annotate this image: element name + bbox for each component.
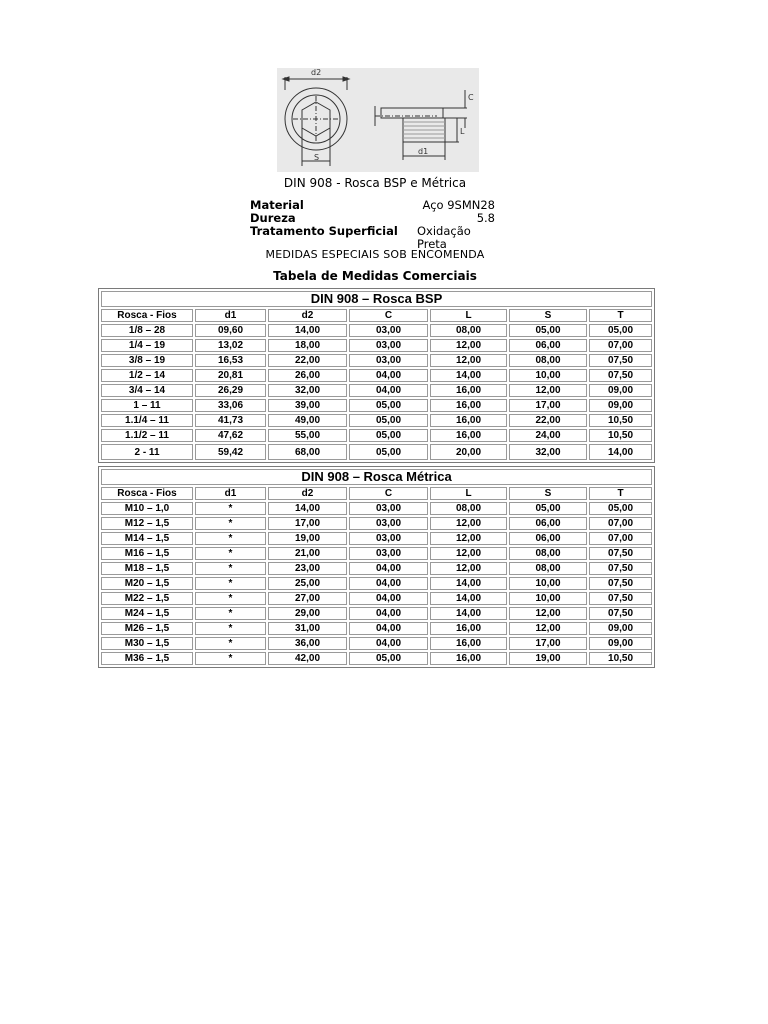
table-row bbox=[101, 502, 652, 515]
table-row bbox=[101, 547, 652, 560]
row-label-cell: 1.1/2 – 11 bbox=[101, 429, 193, 442]
table-cell: 04,00 bbox=[349, 577, 428, 590]
table-cell: 20,00 bbox=[430, 444, 507, 460]
table-cell: 14,00 bbox=[430, 607, 507, 620]
table-cell: 10,00 bbox=[509, 592, 587, 605]
table-cell: 07,50 bbox=[589, 354, 652, 367]
table-cell: 10,00 bbox=[509, 577, 587, 590]
table-cell: 16,00 bbox=[430, 399, 507, 412]
table-cell: * bbox=[195, 577, 266, 590]
table-cell: 10,50 bbox=[589, 652, 652, 665]
table-cell: 03,00 bbox=[349, 502, 428, 515]
spec-key: Material bbox=[250, 198, 304, 212]
table-cell: 09,00 bbox=[589, 622, 652, 635]
table-cell: 07,50 bbox=[589, 592, 652, 605]
table-cell: * bbox=[195, 562, 266, 575]
table-cell: 08,00 bbox=[509, 562, 587, 575]
row-label-cell: 3/8 – 19 bbox=[101, 354, 193, 367]
table-row bbox=[101, 517, 652, 530]
table-row bbox=[101, 384, 652, 397]
table-title: DIN 908 – Rosca BSP bbox=[101, 291, 652, 307]
table-cell: 16,53 bbox=[195, 354, 266, 367]
column-header: Rosca - Fios bbox=[101, 487, 193, 500]
table-cell: 06,00 bbox=[509, 517, 587, 530]
table-cell: 07,50 bbox=[589, 607, 652, 620]
table-cell: 04,00 bbox=[349, 622, 428, 635]
row-label-cell: 1/2 – 14 bbox=[101, 369, 193, 382]
table-cell: 09,00 bbox=[589, 637, 652, 650]
row-label-cell: M16 – 1,5 bbox=[101, 547, 193, 560]
table-cell: 08,00 bbox=[430, 502, 507, 515]
spec-tratamento bbox=[250, 224, 495, 251]
table-row bbox=[101, 414, 652, 427]
label-l: L bbox=[460, 127, 465, 136]
table-cell: 05,00 bbox=[349, 399, 428, 412]
table-cell: 27,00 bbox=[268, 592, 347, 605]
table-cell: 14,00 bbox=[430, 369, 507, 382]
row-label-cell: 1.1/4 – 11 bbox=[101, 414, 193, 427]
spec-key: Tratamento Superficial bbox=[250, 224, 398, 238]
row-label-cell: M26 – 1,5 bbox=[101, 622, 193, 635]
table-cell: 23,00 bbox=[268, 562, 347, 575]
table-cell: 26,00 bbox=[268, 369, 347, 382]
table-row bbox=[101, 444, 652, 460]
table-cell: 04,00 bbox=[349, 592, 428, 605]
table-cell: 03,00 bbox=[349, 532, 428, 545]
table-cell: 33,06 bbox=[195, 399, 266, 412]
row-label-cell: M12 – 1,5 bbox=[101, 517, 193, 530]
table-cell: 14,00 bbox=[268, 324, 347, 337]
column-header: L bbox=[430, 309, 507, 322]
table-cell: 39,00 bbox=[268, 399, 347, 412]
table-cell: 14,00 bbox=[430, 577, 507, 590]
technical-drawing bbox=[277, 68, 479, 172]
table-cell: 12,00 bbox=[430, 562, 507, 575]
table-cell: 07,00 bbox=[589, 532, 652, 545]
table-cell: * bbox=[195, 547, 266, 560]
table-cell: 05,00 bbox=[589, 324, 652, 337]
notice-text: MEDIDAS ESPECIAIS SOB ENCOMENDA bbox=[265, 248, 485, 261]
table-cell: 09,00 bbox=[589, 399, 652, 412]
table-cell: 04,00 bbox=[349, 562, 428, 575]
row-label-cell: M18 – 1,5 bbox=[101, 562, 193, 575]
table-cell: 12,00 bbox=[430, 354, 507, 367]
table-cell: 22,00 bbox=[509, 414, 587, 427]
document-title: DIN 908 - Rosca BSP e Métrica bbox=[283, 176, 467, 190]
table-cell: 05,00 bbox=[509, 502, 587, 515]
table-row bbox=[101, 369, 652, 382]
row-label-cell: 1/4 – 19 bbox=[101, 339, 193, 352]
table-cell: * bbox=[195, 607, 266, 620]
table-cell: 49,00 bbox=[268, 414, 347, 427]
table-cell: 12,00 bbox=[430, 532, 507, 545]
label-c: C bbox=[468, 93, 474, 102]
row-label-cell: M20 – 1,5 bbox=[101, 577, 193, 590]
table-cell: 68,00 bbox=[268, 444, 347, 460]
table-cell: * bbox=[195, 592, 266, 605]
table-cell: 36,00 bbox=[268, 637, 347, 650]
table-cell: 12,00 bbox=[430, 517, 507, 530]
table-bsp bbox=[98, 288, 655, 463]
table-cell: 08,00 bbox=[509, 354, 587, 367]
table-row bbox=[101, 577, 652, 590]
table-cell: 16,00 bbox=[430, 429, 507, 442]
table-cell: * bbox=[195, 502, 266, 515]
table-metrica bbox=[98, 466, 655, 668]
table-cell: 07,00 bbox=[589, 339, 652, 352]
row-label-cell: M14 – 1,5 bbox=[101, 532, 193, 545]
table-cell: 14,00 bbox=[589, 444, 652, 460]
table-cell: 06,00 bbox=[509, 532, 587, 545]
table-cell: 05,00 bbox=[349, 414, 428, 427]
column-header: d1 bbox=[195, 487, 266, 500]
row-label-cell: 1/8 – 28 bbox=[101, 324, 193, 337]
table-cell: 16,00 bbox=[430, 652, 507, 665]
table-cell: 09,60 bbox=[195, 324, 266, 337]
table-cell: 12,00 bbox=[509, 384, 587, 397]
table-cell: 17,00 bbox=[509, 637, 587, 650]
table-cell: 32,00 bbox=[268, 384, 347, 397]
table-cell: 07,50 bbox=[589, 547, 652, 560]
table-cell: 32,00 bbox=[509, 444, 587, 460]
table-title: DIN 908 – Rosca Métrica bbox=[101, 469, 652, 485]
table-cell: 07,50 bbox=[589, 577, 652, 590]
table-row bbox=[101, 562, 652, 575]
table-cell: * bbox=[195, 622, 266, 635]
table-cell: 04,00 bbox=[349, 369, 428, 382]
table-cell: * bbox=[195, 637, 266, 650]
table-cell: 04,00 bbox=[349, 384, 428, 397]
row-label-cell: 3/4 – 14 bbox=[101, 384, 193, 397]
table-cell: 03,00 bbox=[349, 354, 428, 367]
table-cell: 10,00 bbox=[509, 369, 587, 382]
spec-key: Dureza bbox=[250, 211, 296, 225]
table-cell: 06,00 bbox=[509, 339, 587, 352]
table-header-row bbox=[101, 309, 652, 322]
table-cell: 10,50 bbox=[589, 414, 652, 427]
label-d2: d2 bbox=[311, 68, 322, 77]
table-row bbox=[101, 429, 652, 442]
table-cell: 18,00 bbox=[268, 339, 347, 352]
table-cell: 20,81 bbox=[195, 369, 266, 382]
table-row bbox=[101, 592, 652, 605]
table-cell: 05,00 bbox=[509, 324, 587, 337]
table-cell: 07,00 bbox=[589, 517, 652, 530]
table-cell: 26,29 bbox=[195, 384, 266, 397]
table-cell: * bbox=[195, 652, 266, 665]
table-cell: 05,00 bbox=[349, 652, 428, 665]
table-cell: 41,73 bbox=[195, 414, 266, 427]
table-cell: 19,00 bbox=[268, 532, 347, 545]
table-header-row bbox=[101, 487, 652, 500]
table-cell: 21,00 bbox=[268, 547, 347, 560]
table-cell: 12,00 bbox=[430, 339, 507, 352]
table-cell: 12,00 bbox=[430, 547, 507, 560]
spec-value: 5.8 bbox=[476, 211, 495, 225]
table-cell: 08,00 bbox=[509, 547, 587, 560]
column-header: d2 bbox=[268, 309, 347, 322]
table-cell: 04,00 bbox=[349, 637, 428, 650]
table-cell: 03,00 bbox=[349, 547, 428, 560]
table-row bbox=[101, 652, 652, 665]
table-cell: 14,00 bbox=[268, 502, 347, 515]
table-cell: 42,00 bbox=[268, 652, 347, 665]
table-row bbox=[101, 324, 652, 337]
row-label-cell: M10 – 1,0 bbox=[101, 502, 193, 515]
table-cell: 07,50 bbox=[589, 369, 652, 382]
table-cell: 24,00 bbox=[509, 429, 587, 442]
table-cell: 05,00 bbox=[349, 429, 428, 442]
column-header: S bbox=[509, 487, 587, 500]
row-label-cell: 2 - 11 bbox=[101, 444, 193, 460]
table-cell: 03,00 bbox=[349, 324, 428, 337]
column-header: T bbox=[589, 487, 652, 500]
table-cell: 12,00 bbox=[509, 607, 587, 620]
section-title: Tabela de Medidas Comerciais bbox=[273, 269, 477, 283]
row-label-cell: M22 – 1,5 bbox=[101, 592, 193, 605]
label-s: S bbox=[314, 153, 320, 162]
table-row bbox=[101, 339, 652, 352]
table-cell: 55,00 bbox=[268, 429, 347, 442]
table-cell: 03,00 bbox=[349, 339, 428, 352]
table-cell: * bbox=[195, 532, 266, 545]
table-row bbox=[101, 399, 652, 412]
spec-value: Oxidação Preta bbox=[417, 224, 471, 251]
column-header: T bbox=[589, 309, 652, 322]
table-cell: 14,00 bbox=[430, 592, 507, 605]
table-cell: 29,00 bbox=[268, 607, 347, 620]
table-cell: 19,00 bbox=[509, 652, 587, 665]
table-cell: 16,00 bbox=[430, 637, 507, 650]
column-header: C bbox=[349, 309, 428, 322]
table-cell: 22,00 bbox=[268, 354, 347, 367]
table-cell: 17,00 bbox=[509, 399, 587, 412]
column-header: d2 bbox=[268, 487, 347, 500]
column-header: C bbox=[349, 487, 428, 500]
table-cell: 05,00 bbox=[589, 502, 652, 515]
table-cell: 10,50 bbox=[589, 429, 652, 442]
table-cell: 17,00 bbox=[268, 517, 347, 530]
table-cell: * bbox=[195, 517, 266, 530]
table-row bbox=[101, 354, 652, 367]
plug-drawing-svg bbox=[277, 68, 479, 172]
column-header: d1 bbox=[195, 309, 266, 322]
table-cell: 31,00 bbox=[268, 622, 347, 635]
table-cell: 09,00 bbox=[589, 384, 652, 397]
table-row bbox=[101, 532, 652, 545]
label-d1: d1 bbox=[418, 147, 429, 156]
table-cell: 16,00 bbox=[430, 414, 507, 427]
table-body bbox=[101, 502, 652, 665]
table-cell: 16,00 bbox=[430, 622, 507, 635]
table-cell: 47,62 bbox=[195, 429, 266, 442]
table-cell: 04,00 bbox=[349, 607, 428, 620]
table-cell: 05,00 bbox=[349, 444, 428, 460]
table-cell: 25,00 bbox=[268, 577, 347, 590]
table-cell: 03,00 bbox=[349, 517, 428, 530]
row-label-cell: M30 – 1,5 bbox=[101, 637, 193, 650]
table-row bbox=[101, 622, 652, 635]
table-cell: 08,00 bbox=[430, 324, 507, 337]
column-header: S bbox=[509, 309, 587, 322]
column-header: L bbox=[430, 487, 507, 500]
row-label-cell: M24 – 1,5 bbox=[101, 607, 193, 620]
spec-value: Aço 9SMN28 bbox=[422, 198, 495, 212]
table-cell: 12,00 bbox=[509, 622, 587, 635]
table-body bbox=[101, 324, 652, 460]
table-row bbox=[101, 637, 652, 650]
column-header: Rosca - Fios bbox=[101, 309, 193, 322]
table-cell: 07,50 bbox=[589, 562, 652, 575]
row-label-cell: M36 – 1,5 bbox=[101, 652, 193, 665]
table-cell: 13,02 bbox=[195, 339, 266, 352]
table-cell: 16,00 bbox=[430, 384, 507, 397]
row-label-cell: 1 – 11 bbox=[101, 399, 193, 412]
table-cell: 59,42 bbox=[195, 444, 266, 460]
table-row bbox=[101, 607, 652, 620]
